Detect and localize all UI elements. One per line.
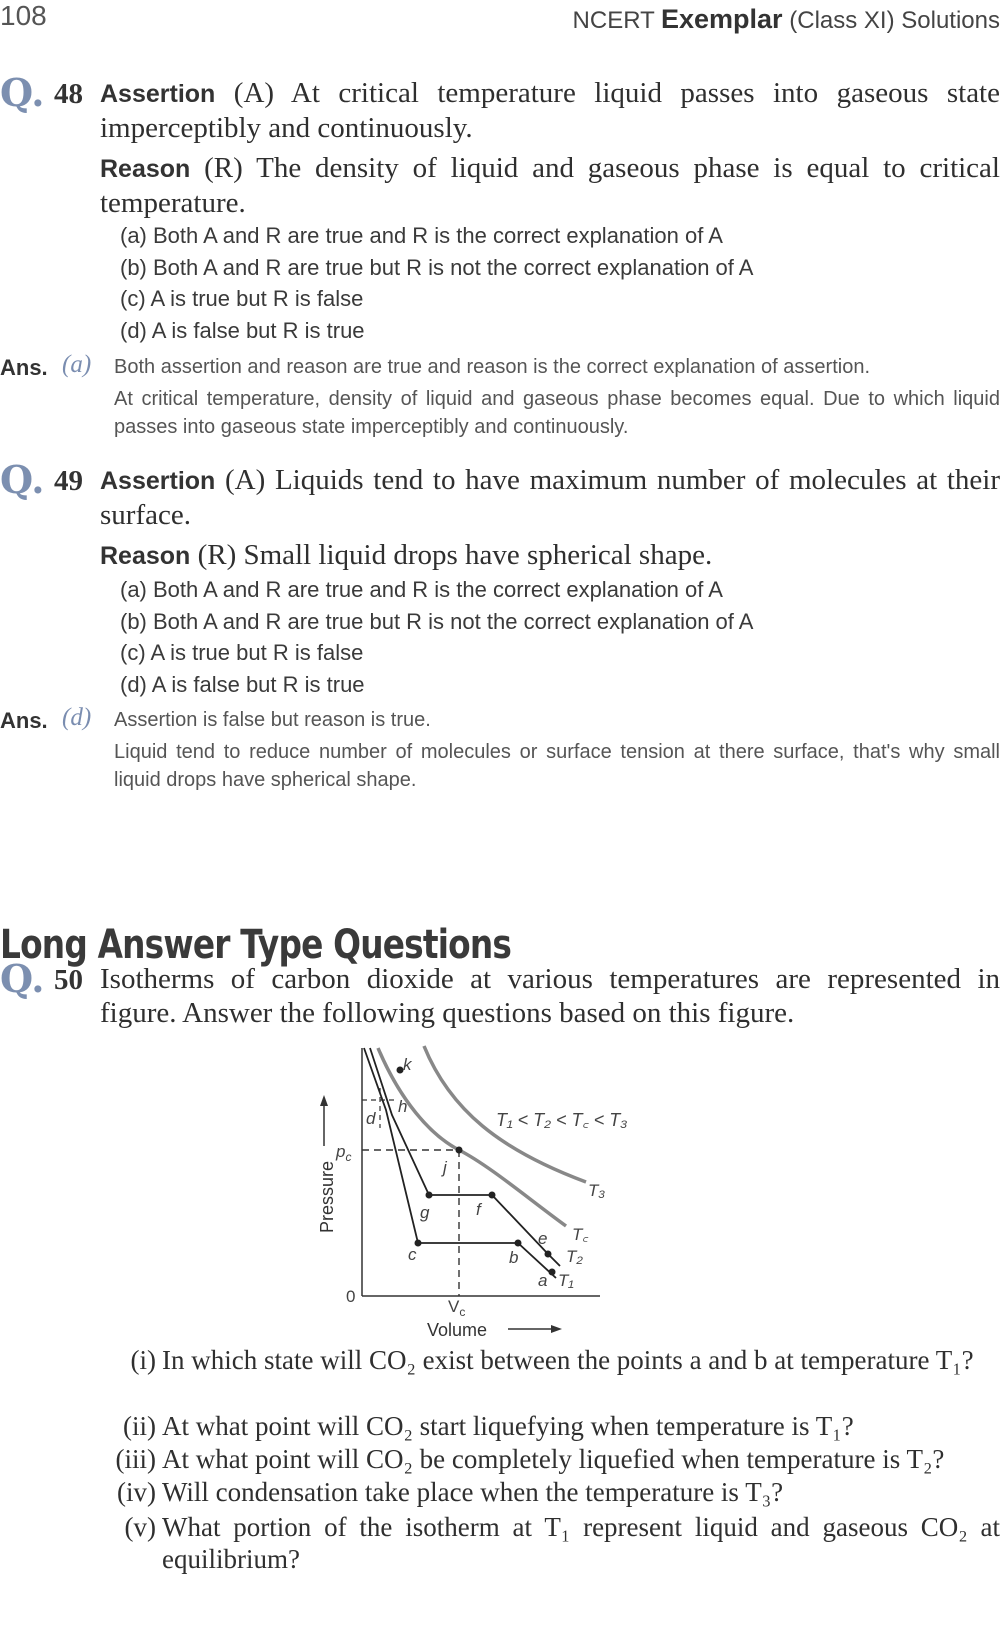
- subquestion-text: Will condensation take place when the temperature is T₃?: [162, 1477, 784, 1507]
- subquestion: [100, 1443, 1000, 1476]
- answer-key: (a): [62, 351, 92, 378]
- pc-main: p: [336, 1142, 346, 1161]
- section-title: Long Answer Type Questions: [0, 922, 512, 968]
- answer-line: Both assertion and reason are true and reason is the correct explanation of assertion.: [114, 356, 871, 378]
- label-t1: T₁: [558, 1271, 574, 1290]
- subquestion: [100, 1476, 1000, 1511]
- x-axis-label: Volume: [427, 1320, 488, 1340]
- reason-label: Reason: [100, 542, 191, 570]
- label-d: d: [366, 1109, 376, 1128]
- subquestion: [100, 1410, 1000, 1443]
- label-t3: T₃: [588, 1181, 606, 1200]
- label-c: c: [408, 1245, 417, 1264]
- isotherm-tc: [378, 1048, 566, 1226]
- answer-key: (d): [62, 704, 92, 731]
- subquestion-text: At what point will CO₂ start liquefying when temperature is T₁?: [162, 1411, 854, 1441]
- subquestion-number: (v): [124, 1512, 156, 1542]
- assertion: [100, 463, 1000, 532]
- question-marker: Q.: [0, 956, 45, 1001]
- option-c: (c) A is true but R is false: [120, 286, 364, 311]
- question-stem: [100, 76, 1000, 220]
- option-a: (a) Both A and R are true and R is the correct explanation of A: [120, 223, 723, 248]
- subquestion-text: In which state will CO₂ exist between the points a and b at temperature T₁?: [162, 1345, 974, 1375]
- reason: [100, 151, 1000, 220]
- assertion-label: Assertion: [100, 467, 216, 495]
- label-h: h: [398, 1097, 408, 1116]
- vc-sub: c: [459, 1305, 466, 1319]
- question-number: 49: [54, 465, 83, 497]
- isotherm-figure: [300, 1040, 700, 1350]
- option-d: (d) A is false but R is true: [120, 671, 365, 697]
- label-j: j: [443, 1158, 447, 1177]
- x-axis-arrowhead: [551, 1325, 562, 1333]
- assertion: [100, 76, 1000, 145]
- option-b: (b) Both A and R are true but R is not the correct explanation of A: [120, 608, 754, 634]
- subquestion: [100, 1344, 1000, 1410]
- answer-line: Assertion is false but reason is true.: [114, 709, 431, 731]
- assertion-text: (A) At critical temperature liquid passes into gaseous state imperceptibly and continuously.: [100, 77, 1000, 144]
- point-e: [545, 1251, 552, 1258]
- question-stem: Isotherms of carbon dioxide at various temperatures are represented in figure. Answer the following questions based on this figure.: [100, 963, 1000, 1029]
- header-subtitle: (Class XI) Solutions: [789, 7, 1000, 34]
- origin-label: 0: [346, 1287, 356, 1306]
- answer-label: Ans.: [0, 355, 48, 380]
- subquestion-list: [100, 1344, 1000, 1577]
- header-title: Exemplar: [661, 4, 783, 34]
- temperature-relation: T₁ < T₂ < T꜀ < T₃: [496, 1110, 628, 1130]
- subquestion-text: At what point will CO₂ be completely liquefied when temperature is T₂?: [162, 1444, 945, 1474]
- header-series: NCERT: [572, 7, 655, 34]
- y-axis-arrowhead: [320, 1095, 328, 1106]
- label-b: b: [509, 1248, 519, 1267]
- subquestion: [100, 1511, 1000, 1577]
- point-g: [426, 1192, 433, 1199]
- assertion-text: (A) Liquids tend to have maximum number of molecules at their surface.: [100, 464, 1000, 531]
- isotherm-t1: [364, 1048, 556, 1278]
- label-f: f: [476, 1200, 481, 1219]
- label-t2: T₂: [566, 1247, 583, 1266]
- subquestion-number: (ii): [123, 1411, 156, 1441]
- page-number: 108: [0, 0, 47, 31]
- subquestion-number: (iii): [115, 1444, 156, 1474]
- pc-sub: c: [345, 1150, 352, 1164]
- label-e: e: [538, 1229, 548, 1248]
- reason-label: Reason: [100, 155, 191, 183]
- answer-line: At critical temperature, density of liquid and gaseous phase becomes equal. Due to which liquid passes into gaseous state imperceptibly and continuously.: [114, 388, 1000, 438]
- running-header: [573, 4, 1000, 35]
- pc-label: [335, 1142, 351, 1164]
- question-number: 48: [54, 78, 83, 110]
- y-axis-label: Pressure: [317, 1160, 337, 1233]
- answer-label: Ans.: [0, 708, 48, 733]
- point-a: [549, 1269, 556, 1276]
- label-k: k: [403, 1055, 412, 1074]
- reason-text: (R) Small liquid drops have spherical shape.: [197, 539, 713, 571]
- point-b: [515, 1240, 522, 1247]
- question-marker: Q.: [0, 457, 45, 502]
- assertion-label: Assertion: [100, 80, 216, 108]
- point-j: [456, 1147, 463, 1154]
- question-number: 50: [54, 964, 83, 996]
- point-f: [489, 1192, 496, 1199]
- options-49: [120, 574, 1000, 700]
- vc-label: [448, 1297, 465, 1319]
- option-c: (c) A is true but R is false: [120, 640, 364, 665]
- label-g: g: [420, 1203, 430, 1222]
- answer-text: [114, 706, 1000, 794]
- subquestion-number: (iv): [117, 1477, 156, 1507]
- option-b: (b) Both A and R are true but R is not the correct explanation of A: [120, 254, 754, 280]
- answer-line: Liquid tend to reduce number of molecules or surface tension at there surface, that's why small liquid drops have spherical shape.: [114, 741, 1000, 791]
- question-marker: Q.: [0, 70, 45, 115]
- subquestion-number: (i): [130, 1345, 156, 1375]
- vc-main: V: [448, 1297, 460, 1316]
- subquestion-text: What portion of the isotherm at T₁ represent liquid and gaseous CO₂ at equilibrium?: [162, 1512, 1000, 1574]
- reason-text: (R) The density of liquid and gaseous phase is equal to critical temperature.: [100, 152, 1000, 219]
- label-a: a: [538, 1271, 548, 1290]
- options-48: [120, 220, 1000, 346]
- label-tc: T꜀: [572, 1225, 589, 1244]
- option-d: (d) A is false but R is true: [120, 317, 365, 343]
- reason: [100, 538, 1000, 573]
- answer-text: [114, 353, 1000, 441]
- question-stem: [100, 463, 1000, 573]
- option-a: (a) Both A and R are true and R is the correct explanation of A: [120, 577, 723, 602]
